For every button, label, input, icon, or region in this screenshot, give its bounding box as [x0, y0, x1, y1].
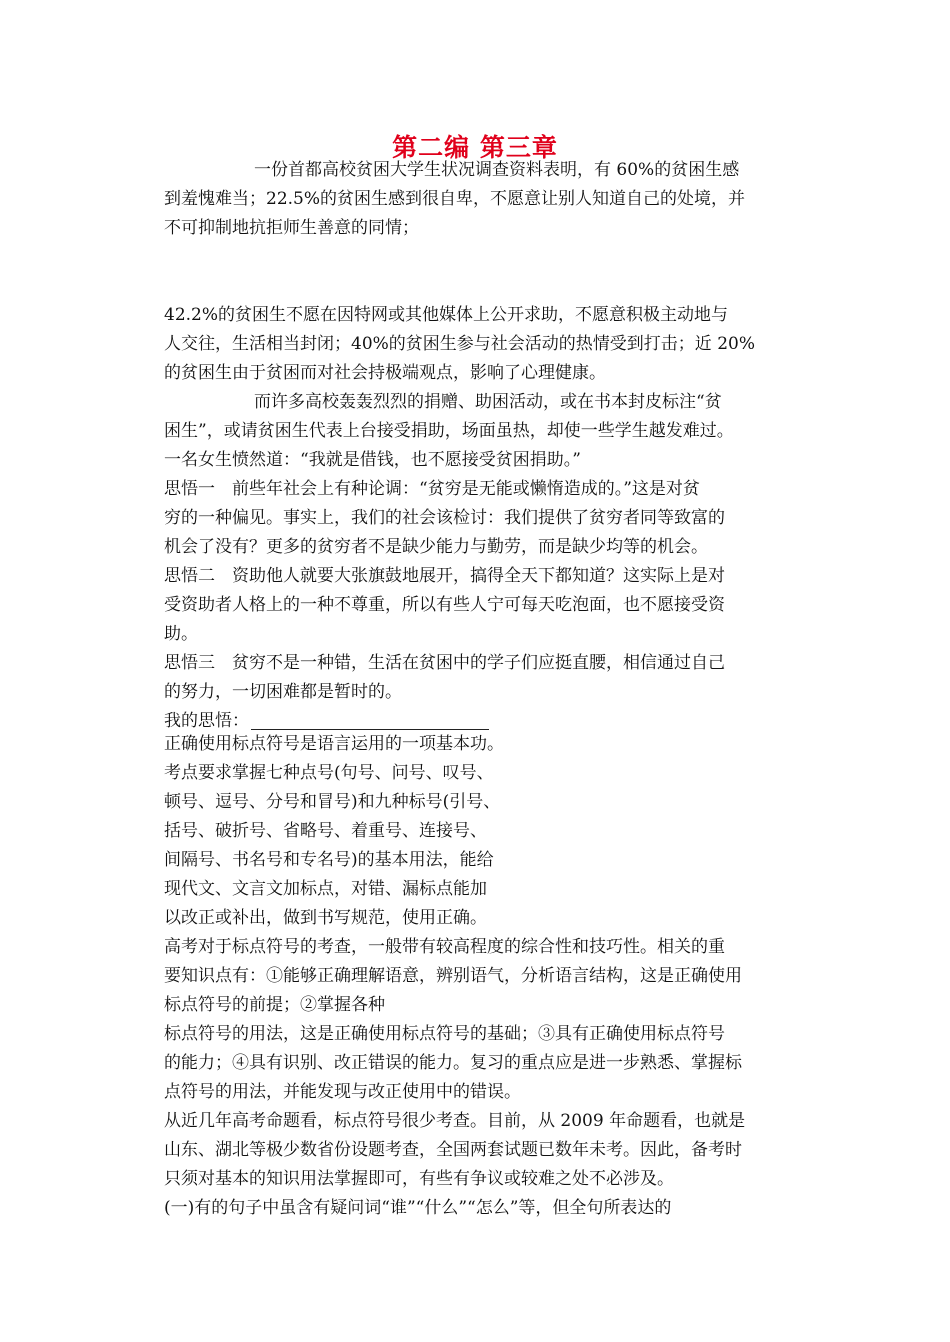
text-line: 的努力，一切困难都是暂时的。 [164, 682, 402, 702]
answer-blank [251, 709, 489, 730]
text-line: 一名女生愤然道：“我就是借钱，也不愿接受贫困捐助。” [164, 450, 581, 470]
text-line: 现代文、文言文加标点，对错、漏标点能加 [164, 879, 487, 899]
text-line: 只须对基本的知识用法掌握即可，有些有争议或较难之处不必涉及。 [164, 1169, 674, 1189]
text-line: 考点要求掌握七种点号(句号、问号、叹号、 [164, 763, 494, 783]
text-line: 以改正或补出，做到书写规范，使用正确。 [164, 908, 487, 928]
text-line: 受资助者人格上的一种不尊重，所以有些人宁可每天吃泡面，也不愿接受资 [164, 595, 725, 615]
text-line: 穷的一种偏见。事实上，我们的社会该检讨：我们提供了贫穷者同等致富的 [164, 508, 725, 528]
text-line: 从近几年高考命题看，标点符号很少考查。目前，从 2009 年命题看，也就是 [164, 1111, 746, 1131]
text-line: 高考对于标点符号的考查，一般带有较高程度的综合性和技巧性。相关的重 [164, 937, 725, 957]
text-line: 顿号、逗号、分号和冒号)和九种标号(引号、 [164, 792, 501, 812]
paragraph-punctuation [164, 730, 788, 1223]
text-line: 标点符号的用法，这是正确使用标点符号的基础；③具有正确使用标点符号 [164, 1024, 725, 1044]
text-line: 标点符号的前提；②掌握各种 [164, 995, 385, 1015]
paragraph-survey-body [164, 301, 788, 736]
paragraph-survey-intro [164, 156, 788, 243]
text-line: 机会了没有？更多的贫穷者不是缺少能力与勤劳，而是缺少均等的机会。 [164, 537, 708, 557]
text-line: 括号、破折号、省略号、着重号、连接号、 [164, 821, 487, 841]
text-line: 的能力；④具有识别、改正错误的能力。复习的重点应是进一步熟悉、掌握标 [164, 1053, 742, 1073]
text-line: 困生”，或请贫困生代表上台接受捐助，场面虽热，却使一些学生越发难过。 [164, 421, 734, 441]
text-line: 的贫困生由于贫困而对社会持极端观点，影响了心理健康。 [164, 363, 606, 383]
text-line: 山东、湖北等极少数省份设题考查，全国两套试题已数年未考。因此，备考时 [164, 1140, 742, 1160]
text-line: 点符号的用法，并能发现与改正使用中的错误。 [164, 1082, 521, 1102]
text-line: (一)有的句子中虽含有疑问词“谁”“什么”“怎么”等，但全句所表达的 [164, 1198, 672, 1218]
text-line: 不可抑制地抗拒师生善意的同情； [164, 218, 419, 238]
text-line: 人交往，生活相当封闭；40%的贫困生参与社会活动的热情受到打击；近 20% [164, 334, 755, 354]
text-line: 一份首都高校贫困大学生状况调查资料表明，有 60%的贫困生感 [254, 160, 740, 180]
text-line: 到羞愧难当；22.5%的贫困生感到很自卑，不愿意让别人知道自己的处境，并 [164, 189, 746, 209]
text-line: 42.2%的贫困生不愿在因特网或其他媒体上公开求助，不愿意积极主动地与 [164, 305, 729, 325]
my-reflection-label: 我的思悟： [164, 711, 249, 731]
text-line: 间隔号、书名号和专名号)的基本用法，能给 [164, 850, 494, 870]
text-line: 正确使用标点符号是语言运用的一项基本功。 [164, 734, 504, 754]
text-line: 思悟二 资助他人就要大张旗鼓地展开，搞得全天下都知道？这实际上是对 [164, 566, 725, 586]
page-title: 第二编 第三章 [392, 133, 558, 162]
text-line: 思悟一 前些年社会上有种论调：“贫穷是无能或懒惰造成的。”这是对贫 [164, 479, 700, 499]
text-line: 助。 [164, 624, 198, 644]
text-line: 而许多高校轰轰烈烈的捐赠、助困活动，或在书本封皮标注“贫 [254, 392, 722, 412]
text-line: 思悟三 贫穷不是一种错，生活在贫困中的学子们应挺直腰，相信通过自己 [164, 653, 725, 673]
text-line: 要知识点有：①能够正确理解语意，辨别语气，分析语言结构，这是正确使用 [164, 966, 742, 986]
